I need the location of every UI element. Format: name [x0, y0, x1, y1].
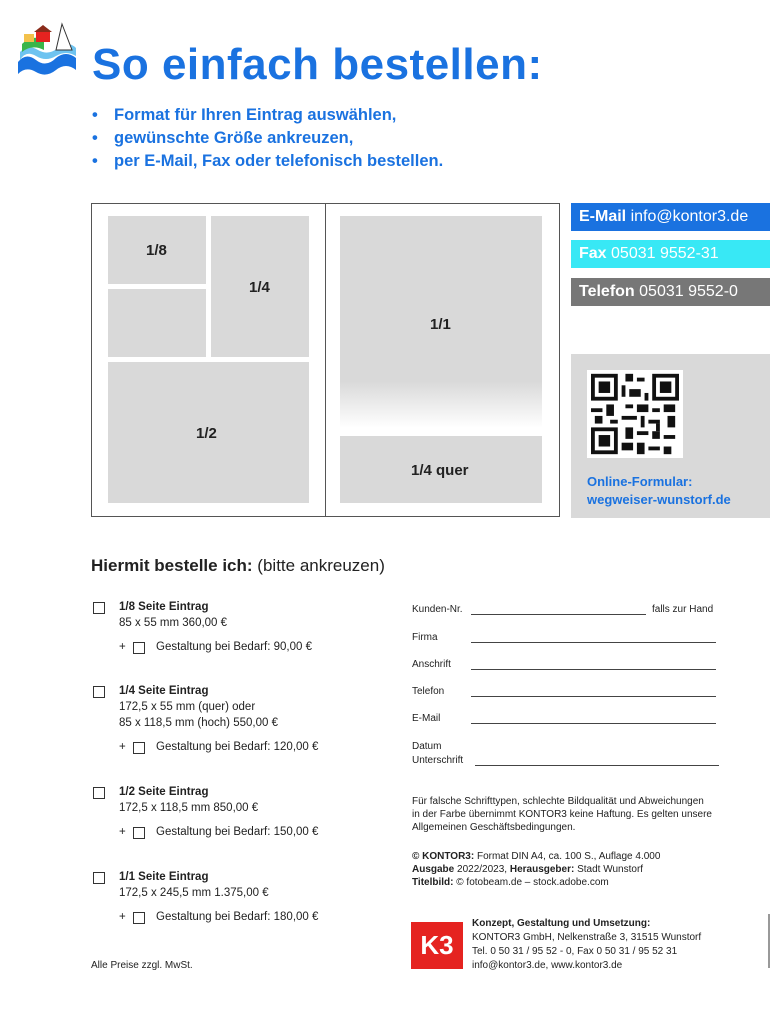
format-block-quarter-landscape	[340, 436, 542, 503]
instruction-item: • Format für Ihren Eintrag auswählen,	[92, 104, 443, 127]
publisher-value: Stadt Wunstorf	[577, 864, 644, 875]
copyright-value: Format DIN A4, ca. 100 S., Auflage 4.000	[476, 851, 661, 862]
cover-label: Titelbild:	[412, 877, 454, 888]
address-field[interactable]	[471, 669, 716, 670]
order-item-detail: 85 x 55 mm 360,00 €	[119, 617, 228, 629]
order-checkbox-half[interactable]	[93, 787, 105, 799]
disclaimer-line: Allgemeinen Geschäftsbedingungen.	[412, 822, 576, 833]
customer-no-label: Kunden-Nr.	[412, 604, 463, 615]
format-block-half	[108, 362, 309, 503]
design-option-label: Gestaltung bei Bedarf: 120,00 €	[156, 741, 319, 753]
email-value[interactable]: info@kontor3.de	[630, 208, 749, 225]
order-item-title: 1/2 Seite Eintrag	[119, 786, 209, 798]
plus-sign: +	[119, 741, 126, 753]
order-item-detail: 172,5 x 118,5 mm 850,00 €	[119, 802, 259, 814]
page-title: So einfach bestellen:	[92, 40, 543, 89]
cover-line	[412, 877, 609, 888]
edition-value: 2022/2023,	[457, 864, 508, 875]
format-label: 1/4	[249, 279, 270, 296]
format-label: 1/4 quer	[411, 462, 469, 479]
fax-value: 05031 9552-31	[611, 245, 719, 262]
disclaimer-line: Für falsche Schrifttypen, schlechte Bildqualität und Abweichungen	[412, 796, 704, 807]
design-option-label: Gestaltung bei Bedarf: 180,00 €	[156, 911, 319, 923]
design-checkbox-quarter[interactable]	[133, 742, 145, 754]
fax-label: Fax	[579, 245, 607, 262]
date-label: Datum	[412, 741, 442, 752]
date-signature-field[interactable]	[475, 765, 719, 766]
order-checkbox-quarter[interactable]	[93, 686, 105, 698]
order-checkbox-full[interactable]	[93, 872, 105, 884]
k3-logo: K3	[411, 922, 463, 969]
email-field[interactable]	[471, 723, 716, 724]
format-label: 1/2	[196, 425, 217, 442]
order-item-title: 1/4 Seite Eintrag	[119, 685, 209, 697]
order-item-title: 1/1 Seite Eintrag	[119, 871, 209, 883]
wunstorf-logo	[16, 22, 78, 82]
design-checkbox-half[interactable]	[133, 827, 145, 839]
vat-note: Alle Preise zzgl. MwSt.	[91, 960, 193, 971]
design-option-label: Gestaltung bei Bedarf: 150,00 €	[156, 826, 319, 838]
cover-value: © fotobeam.de – stock.adobe.com	[456, 877, 609, 888]
qr-code-icon[interactable]	[587, 370, 683, 458]
order-heading-bold: Hiermit bestelle ich:	[91, 556, 253, 575]
company-web[interactable]: info@kontor3.de, www.kontor3.de	[472, 960, 623, 971]
fax-contact-bar	[571, 240, 770, 268]
plus-sign: +	[119, 826, 126, 838]
company-field[interactable]	[471, 642, 716, 643]
format-label: 1/1	[430, 316, 451, 333]
phone-label: Telefon	[412, 686, 445, 697]
copyright-label: © KONTOR3:	[412, 851, 475, 862]
design-option-label: Gestaltung bei Bedarf: 90,00 €	[156, 641, 312, 653]
format-label: 1/8	[146, 242, 167, 259]
order-heading	[91, 556, 385, 576]
phone-label: Telefon	[579, 283, 635, 300]
edition-label: Ausgabe	[412, 864, 455, 875]
phone-value: 05031 9552-0	[639, 283, 738, 300]
phone-field[interactable]	[471, 696, 716, 697]
address-label: Anschrift	[412, 659, 451, 670]
company-label: Firma	[412, 632, 438, 643]
copyright-line	[412, 851, 660, 862]
order-item-detail: 85 x 118,5 mm (hoch) 550,00 €	[119, 717, 278, 729]
format-block-eighth	[108, 216, 206, 284]
email-contact-bar[interactable]	[571, 203, 770, 231]
online-form-link[interactable]: wegweiser-wunstorf.de	[587, 492, 731, 507]
design-checkbox-full[interactable]	[133, 912, 145, 924]
format-block-eighth-empty	[108, 289, 206, 357]
plus-sign: +	[119, 641, 126, 653]
design-checkbox-eighth[interactable]	[133, 642, 145, 654]
order-checkbox-eighth[interactable]	[93, 602, 105, 614]
plus-sign: +	[119, 911, 126, 923]
company-heading: Konzept, Gestaltung und Umsetzung:	[472, 918, 651, 929]
order-heading-rest: (bitte ankreuzen)	[257, 556, 385, 575]
order-item-detail: 172,5 x 55 mm (quer) oder	[119, 701, 256, 713]
online-form-label: Online-Formular:	[587, 474, 693, 489]
signature-label: Unterschrift	[412, 755, 464, 766]
order-item-detail: 172,5 x 245,5 mm 1.375,00 €	[119, 887, 269, 899]
customer-no-field[interactable]	[471, 614, 646, 615]
instruction-list	[92, 104, 443, 173]
frame-divider	[325, 203, 326, 517]
format-block-quarter	[211, 216, 309, 357]
phone-contact-bar	[571, 278, 770, 306]
edition-line	[412, 864, 643, 875]
disclaimer-line: in der Farbe übernimmt KONTOR3 keine Haftung. Es gelten unsere	[412, 809, 712, 820]
online-form-box	[571, 354, 770, 518]
format-block-full	[340, 216, 542, 428]
email-label: E-Mail	[579, 208, 627, 225]
instruction-item: • gewünschte Größe ankreuzen,	[92, 127, 443, 150]
company-phone-fax: Tel. 0 50 31 / 95 52 - 0, Fax 0 50 31 / 95 52 31	[472, 946, 678, 957]
publisher-label: Herausgeber:	[509, 864, 575, 875]
customer-no-hint: falls zur Hand	[652, 604, 714, 615]
order-item-title: 1/8 Seite Eintrag	[119, 601, 209, 613]
company-address: KONTOR3 GmbH, Nelkenstraße 3, 31515 Wunstorf	[472, 932, 702, 943]
email-label: E-Mail	[412, 713, 441, 724]
instruction-item: • per E-Mail, Fax oder telefonisch bestellen.	[92, 150, 443, 173]
